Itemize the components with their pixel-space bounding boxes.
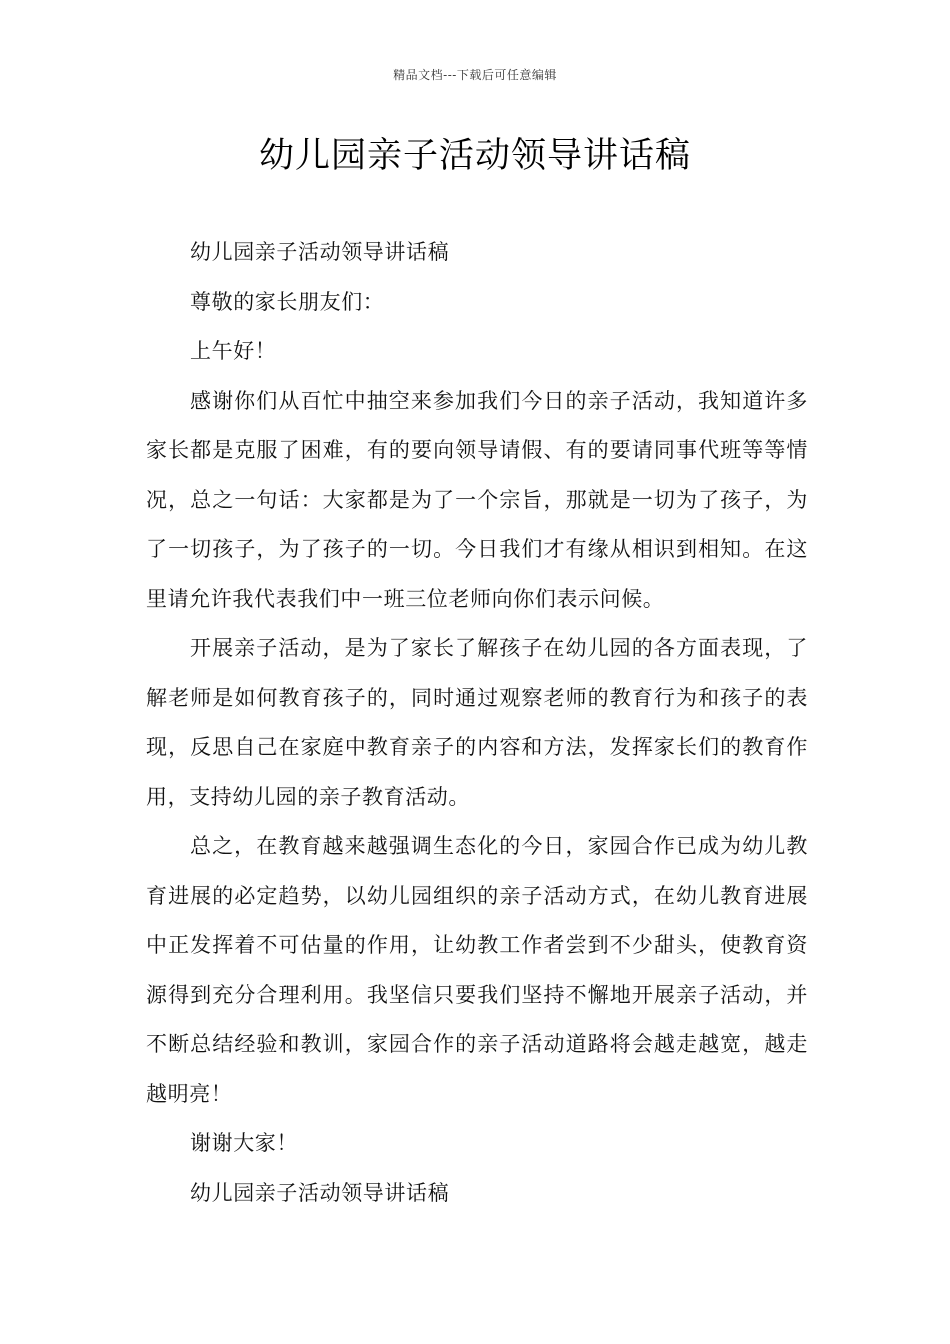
paragraph-subtitle: 幼儿园亲子活动领导讲话稿 — [190, 240, 450, 264]
document-body — [146, 228, 808, 1218]
paragraph-greeting: 尊敬的家长朋友们： — [190, 289, 385, 314]
paragraph-purpose: 开展亲子活动，是为了家长了解孩子在幼儿园的各方面表现，了解老师是如何教育孩子的，同时通过观察老师的教育行为和孩子的表现，反思自己在家庭中教育亲子的内容和方法，发挥家长们的教育作用，支持幼儿园的亲子教育活动。 — [146, 636, 808, 809]
paragraph-next-title: 幼儿园亲子活动领导讲话稿 — [190, 1180, 450, 1205]
document-title: 幼儿园亲子活动领导讲话稿 — [258, 136, 691, 176]
page-header-note: 精品文档---下载后可任意编辑 — [393, 68, 557, 82]
paragraph-thanks: 感谢你们从百忙中抽空来参加我们今日的亲子活动，我知道许多家长都是克服了困难，有的要向领导请假、有的要请同事代班等等情况，总之一句话：大家都是为了一个宗旨，那就是一切为了孩子，为了一切孩子，为了孩子的一切。今日我们才有缘从相识到相知。在这里请允许我代表我们中一班三位老师向你们表示问候。 — [146, 388, 808, 611]
paragraph-closing: 谢谢大家！ — [190, 1131, 298, 1155]
paragraph-summary: 总之，在教育越来越强调生态化的今日，家园合作已成为幼儿教育进展的必定趋势，以幼儿园组织的亲子活动方式，在幼儿教育进展中正发挥着不可估量的作用，让幼教工作者尝到不少甜头，使教育资源得到充分合理利用。我坚信只要我们坚持不懈地开展亲子活动，并不断总结经验和教训，家园合作的亲子活动道路将会越走越宽，越走越明亮！ — [146, 834, 808, 1106]
paragraph-salutation: 上午好！ — [190, 339, 277, 363]
